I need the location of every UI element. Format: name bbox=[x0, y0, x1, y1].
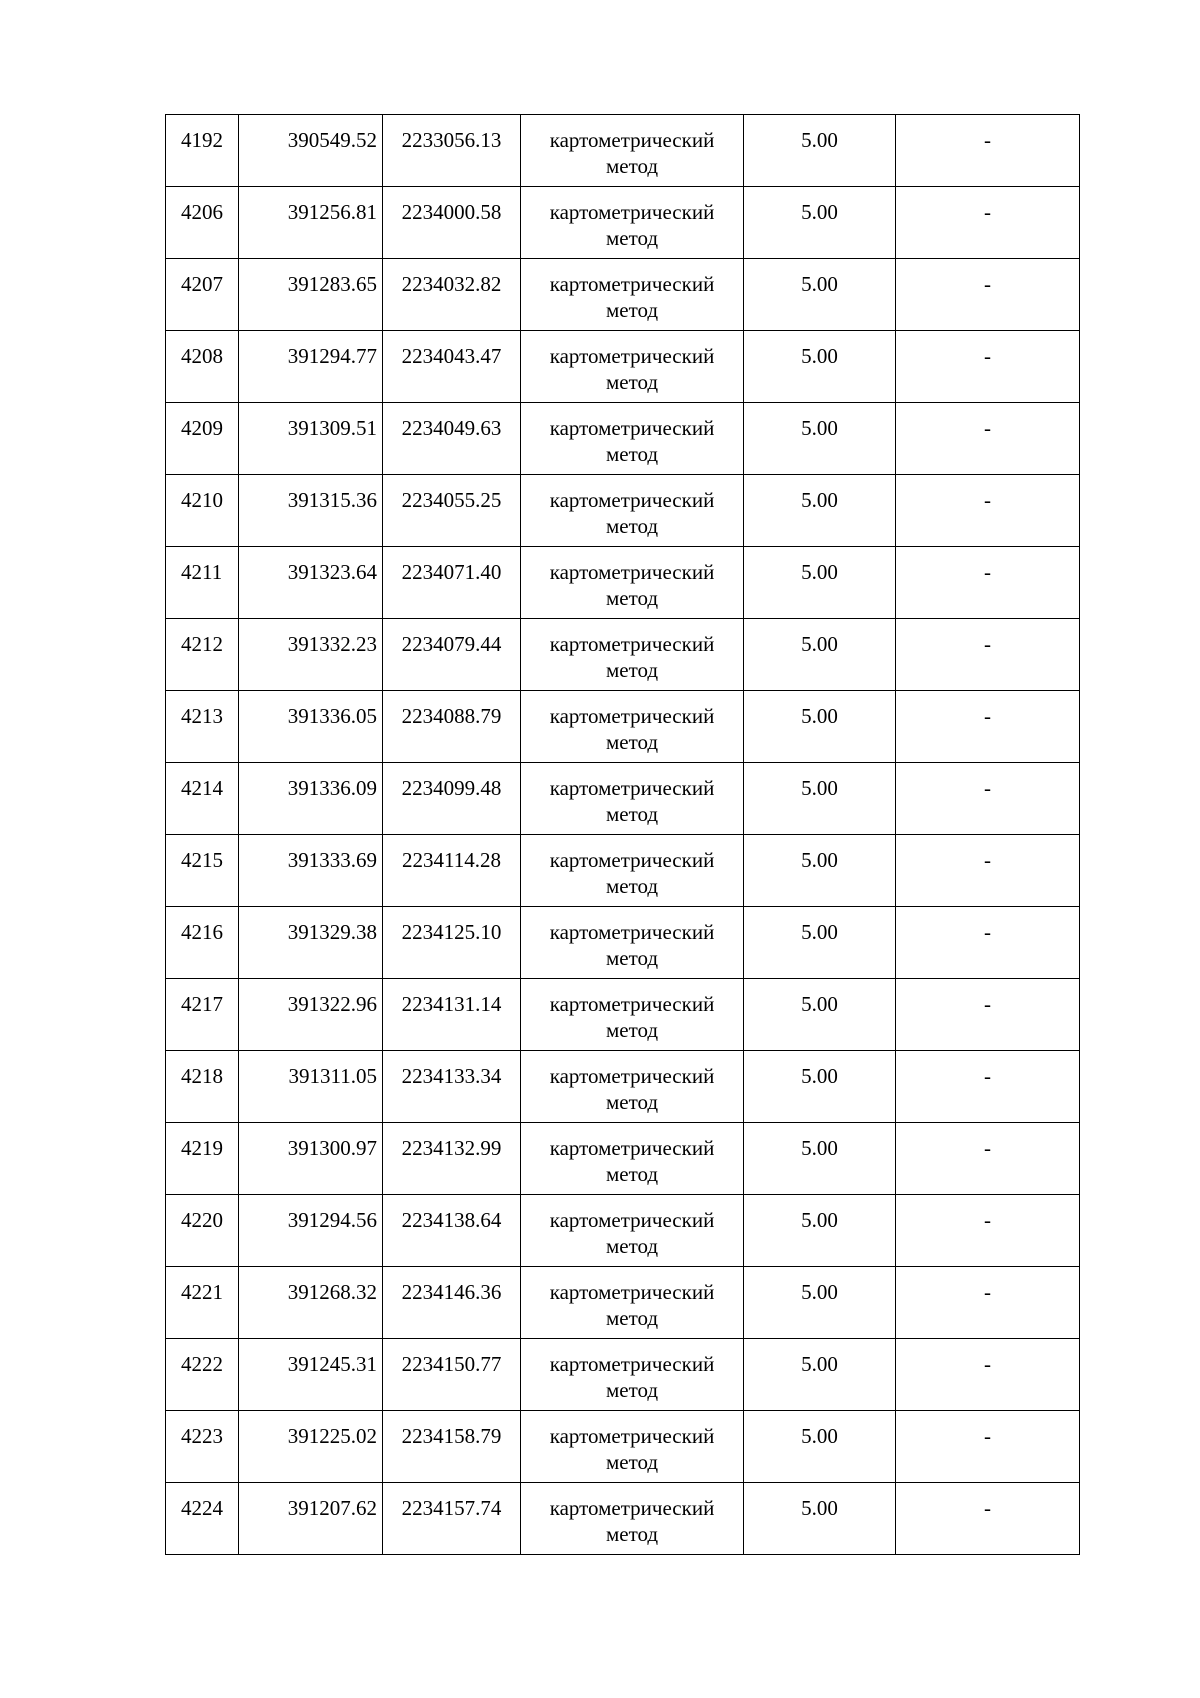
method-text-line-2: метод bbox=[605, 730, 659, 754]
y-coordinate-cell: 2234055.25 bbox=[383, 475, 521, 547]
method-text-line-1: картометрический bbox=[549, 632, 715, 656]
x-coordinate-cell: 391332.23 bbox=[239, 619, 383, 691]
method-cell bbox=[521, 1195, 744, 1267]
method-text-line-2: метод bbox=[605, 586, 659, 610]
method-text-line-1: картометрический bbox=[549, 704, 715, 728]
accuracy-cell: 5.00 bbox=[744, 1339, 896, 1411]
table-row bbox=[166, 187, 1080, 259]
description-cell: - bbox=[896, 763, 1080, 835]
method-cell bbox=[521, 403, 744, 475]
method-cell bbox=[521, 763, 744, 835]
description-cell: - bbox=[896, 1123, 1080, 1195]
method-text-line-2: метод bbox=[605, 1018, 659, 1042]
method-text-line-1: картометрический bbox=[549, 1064, 715, 1088]
description-cell: - bbox=[896, 907, 1080, 979]
y-coordinate-cell: 2234138.64 bbox=[383, 1195, 521, 1267]
x-coordinate-cell: 391336.05 bbox=[239, 691, 383, 763]
x-coordinate-cell: 391245.31 bbox=[239, 1339, 383, 1411]
method-text-line-2: метод bbox=[605, 1378, 659, 1402]
table-row bbox=[166, 691, 1080, 763]
method-cell bbox=[521, 1051, 744, 1123]
y-coordinate-cell: 2234146.36 bbox=[383, 1267, 521, 1339]
method-text-line-2: метод bbox=[605, 370, 659, 394]
method-cell bbox=[521, 1411, 744, 1483]
x-coordinate-cell: 391256.81 bbox=[239, 187, 383, 259]
method-cell bbox=[521, 691, 744, 763]
coordinates-table bbox=[165, 114, 1080, 1555]
method-cell bbox=[521, 1483, 744, 1555]
point-number-cell: 4215 bbox=[166, 835, 239, 907]
method-text-line-2: метод bbox=[605, 946, 659, 970]
description-cell: - bbox=[896, 1483, 1080, 1555]
method-cell bbox=[521, 1339, 744, 1411]
accuracy-cell: 5.00 bbox=[744, 187, 896, 259]
method-text-line-2: метод bbox=[605, 514, 659, 538]
method-text-line-2: метод bbox=[605, 442, 659, 466]
x-coordinate-cell: 391336.09 bbox=[239, 763, 383, 835]
table-row bbox=[166, 835, 1080, 907]
description-cell: - bbox=[896, 187, 1080, 259]
accuracy-cell: 5.00 bbox=[744, 691, 896, 763]
description-cell: - bbox=[896, 1339, 1080, 1411]
method-text-line-2: метод bbox=[605, 226, 659, 250]
point-number-cell: 4216 bbox=[166, 907, 239, 979]
method-cell bbox=[521, 907, 744, 979]
table-row bbox=[166, 763, 1080, 835]
method-text-line-1: картометрический bbox=[549, 848, 715, 872]
x-coordinate-cell: 391309.51 bbox=[239, 403, 383, 475]
accuracy-cell: 5.00 bbox=[744, 547, 896, 619]
x-coordinate-cell: 391300.97 bbox=[239, 1123, 383, 1195]
accuracy-cell: 5.00 bbox=[744, 1267, 896, 1339]
point-number-cell: 4211 bbox=[166, 547, 239, 619]
table-row bbox=[166, 1051, 1080, 1123]
point-number-cell: 4206 bbox=[166, 187, 239, 259]
method-text-line-2: метод bbox=[605, 1162, 659, 1186]
x-coordinate-cell: 391323.64 bbox=[239, 547, 383, 619]
x-coordinate-cell: 391315.36 bbox=[239, 475, 383, 547]
accuracy-cell: 5.00 bbox=[744, 763, 896, 835]
x-coordinate-cell: 391333.69 bbox=[239, 835, 383, 907]
description-cell: - bbox=[896, 259, 1080, 331]
table-row bbox=[166, 331, 1080, 403]
method-text-line-2: метод bbox=[605, 1450, 659, 1474]
accuracy-cell: 5.00 bbox=[744, 1051, 896, 1123]
description-cell: - bbox=[896, 835, 1080, 907]
y-coordinate-cell: 2234043.47 bbox=[383, 331, 521, 403]
x-coordinate-cell: 391294.56 bbox=[239, 1195, 383, 1267]
method-cell bbox=[521, 1123, 744, 1195]
point-number-cell: 4212 bbox=[166, 619, 239, 691]
method-cell bbox=[521, 475, 744, 547]
method-text-line-2: метод bbox=[605, 1090, 659, 1114]
description-cell: - bbox=[896, 619, 1080, 691]
table-row bbox=[166, 619, 1080, 691]
description-cell: - bbox=[896, 979, 1080, 1051]
table-row bbox=[166, 979, 1080, 1051]
method-cell bbox=[521, 331, 744, 403]
accuracy-cell: 5.00 bbox=[744, 907, 896, 979]
method-text-line-1: картометрический bbox=[549, 488, 715, 512]
table-row bbox=[166, 1483, 1080, 1555]
y-coordinate-cell: 2234131.14 bbox=[383, 979, 521, 1051]
y-coordinate-cell: 2234114.28 bbox=[383, 835, 521, 907]
method-text-line-2: метод bbox=[605, 1234, 659, 1258]
method-text-line-1: картометрический bbox=[549, 992, 715, 1016]
point-number-cell: 4213 bbox=[166, 691, 239, 763]
description-cell: - bbox=[896, 331, 1080, 403]
accuracy-cell: 5.00 bbox=[744, 835, 896, 907]
table-row bbox=[166, 1267, 1080, 1339]
method-text-line-1: картометрический bbox=[549, 416, 715, 440]
method-text-line-1: картометрический bbox=[549, 272, 715, 296]
y-coordinate-cell: 2234032.82 bbox=[383, 259, 521, 331]
description-cell: - bbox=[896, 1195, 1080, 1267]
point-number-cell: 4192 bbox=[166, 115, 239, 187]
method-cell bbox=[521, 259, 744, 331]
method-cell bbox=[521, 979, 744, 1051]
accuracy-cell: 5.00 bbox=[744, 1483, 896, 1555]
method-text-line-1: картометрический bbox=[549, 1352, 715, 1376]
y-coordinate-cell: 2234071.40 bbox=[383, 547, 521, 619]
method-cell bbox=[521, 187, 744, 259]
method-text-line-1: картометрический bbox=[549, 560, 715, 584]
point-number-cell: 4209 bbox=[166, 403, 239, 475]
y-coordinate-cell: 2234150.77 bbox=[383, 1339, 521, 1411]
point-number-cell: 4218 bbox=[166, 1051, 239, 1123]
point-number-cell: 4207 bbox=[166, 259, 239, 331]
point-number-cell: 4220 bbox=[166, 1195, 239, 1267]
accuracy-cell: 5.00 bbox=[744, 475, 896, 547]
point-number-cell: 4223 bbox=[166, 1411, 239, 1483]
accuracy-cell: 5.00 bbox=[744, 1411, 896, 1483]
description-cell: - bbox=[896, 547, 1080, 619]
method-text-line-1: картометрический bbox=[549, 1280, 715, 1304]
y-coordinate-cell: 2234049.63 bbox=[383, 403, 521, 475]
table-row bbox=[166, 1195, 1080, 1267]
method-text-line-2: метод bbox=[605, 874, 659, 898]
table-row bbox=[166, 1339, 1080, 1411]
table-row bbox=[166, 547, 1080, 619]
method-cell bbox=[521, 1267, 744, 1339]
method-text-line-1: картометрический bbox=[549, 1424, 715, 1448]
table-row bbox=[166, 1123, 1080, 1195]
accuracy-cell: 5.00 bbox=[744, 259, 896, 331]
description-cell: - bbox=[896, 115, 1080, 187]
accuracy-cell: 5.00 bbox=[744, 1123, 896, 1195]
method-text-line-2: метод bbox=[605, 298, 659, 322]
method-text-line-1: картометрический bbox=[549, 920, 715, 944]
accuracy-cell: 5.00 bbox=[744, 979, 896, 1051]
y-coordinate-cell: 2233056.13 bbox=[383, 115, 521, 187]
y-coordinate-cell: 2234088.79 bbox=[383, 691, 521, 763]
x-coordinate-cell: 391207.62 bbox=[239, 1483, 383, 1555]
method-text-line-2: метод bbox=[605, 1306, 659, 1330]
accuracy-cell: 5.00 bbox=[744, 403, 896, 475]
point-number-cell: 4208 bbox=[166, 331, 239, 403]
point-number-cell: 4221 bbox=[166, 1267, 239, 1339]
y-coordinate-cell: 2234079.44 bbox=[383, 619, 521, 691]
point-number-cell: 4210 bbox=[166, 475, 239, 547]
method-text-line-1: картометрический bbox=[549, 1208, 715, 1232]
point-number-cell: 4219 bbox=[166, 1123, 239, 1195]
method-text-line-2: метод bbox=[605, 1522, 659, 1546]
y-coordinate-cell: 2234132.99 bbox=[383, 1123, 521, 1195]
description-cell: - bbox=[896, 1267, 1080, 1339]
method-text-line-1: картометрический bbox=[549, 344, 715, 368]
point-number-cell: 4217 bbox=[166, 979, 239, 1051]
description-cell: - bbox=[896, 1411, 1080, 1483]
method-cell bbox=[521, 835, 744, 907]
y-coordinate-cell: 2234133.34 bbox=[383, 1051, 521, 1123]
y-coordinate-cell: 2234157.74 bbox=[383, 1483, 521, 1555]
method-text-line-1: картометрический bbox=[549, 1136, 715, 1160]
x-coordinate-cell: 391329.38 bbox=[239, 907, 383, 979]
accuracy-cell: 5.00 bbox=[744, 1195, 896, 1267]
x-coordinate-cell: 391311.05 bbox=[239, 1051, 383, 1123]
method-cell bbox=[521, 547, 744, 619]
method-text-line-2: метод bbox=[605, 658, 659, 682]
x-coordinate-cell: 391268.32 bbox=[239, 1267, 383, 1339]
method-text-line-2: метод bbox=[605, 154, 659, 178]
description-cell: - bbox=[896, 691, 1080, 763]
x-coordinate-cell: 391225.02 bbox=[239, 1411, 383, 1483]
y-coordinate-cell: 2234000.58 bbox=[383, 187, 521, 259]
table-row bbox=[166, 475, 1080, 547]
method-cell bbox=[521, 619, 744, 691]
description-cell: - bbox=[896, 403, 1080, 475]
description-cell: - bbox=[896, 1051, 1080, 1123]
point-number-cell: 4214 bbox=[166, 763, 239, 835]
y-coordinate-cell: 2234158.79 bbox=[383, 1411, 521, 1483]
table-body bbox=[166, 115, 1080, 1555]
table-row bbox=[166, 115, 1080, 187]
method-text-line-1: картометрический bbox=[549, 1496, 715, 1520]
x-coordinate-cell: 391322.96 bbox=[239, 979, 383, 1051]
point-number-cell: 4224 bbox=[166, 1483, 239, 1555]
table-row bbox=[166, 907, 1080, 979]
y-coordinate-cell: 2234099.48 bbox=[383, 763, 521, 835]
table-row bbox=[166, 1411, 1080, 1483]
y-coordinate-cell: 2234125.10 bbox=[383, 907, 521, 979]
method-text-line-1: картометрический bbox=[549, 776, 715, 800]
accuracy-cell: 5.00 bbox=[744, 331, 896, 403]
x-coordinate-cell: 391283.65 bbox=[239, 259, 383, 331]
point-number-cell: 4222 bbox=[166, 1339, 239, 1411]
method-text-line-1: картометрический bbox=[549, 200, 715, 224]
table-row bbox=[166, 403, 1080, 475]
method-text-line-1: картометрический bbox=[549, 128, 715, 152]
x-coordinate-cell: 391294.77 bbox=[239, 331, 383, 403]
accuracy-cell: 5.00 bbox=[744, 619, 896, 691]
method-text-line-2: метод bbox=[605, 802, 659, 826]
description-cell: - bbox=[896, 475, 1080, 547]
x-coordinate-cell: 390549.52 bbox=[239, 115, 383, 187]
method-cell bbox=[521, 115, 744, 187]
accuracy-cell: 5.00 bbox=[744, 115, 896, 187]
table-row bbox=[166, 259, 1080, 331]
